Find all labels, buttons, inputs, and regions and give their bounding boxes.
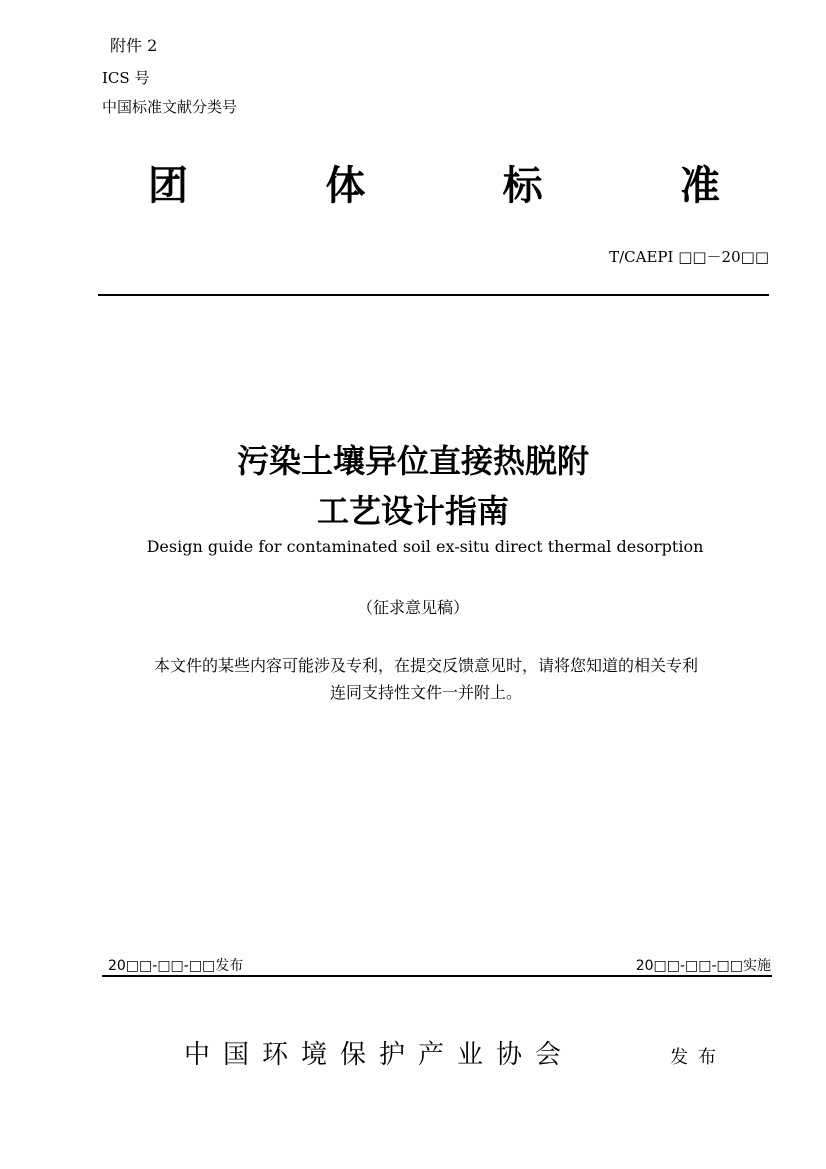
standard-number: T/CAEPI □□－20□□ (609, 248, 769, 266)
draft-status-label: （征求意见稿） (356, 598, 469, 617)
document-title-line-2: 工艺设计指南 (316, 492, 509, 530)
publisher-name: 中国环境保护产业协会 (184, 1040, 575, 1070)
document-english-title: Design guide for contaminated soil ex-situ direct thermal desorption (146, 537, 704, 556)
implementation-date: 20□□-□□-□□实施 (635, 958, 771, 974)
publisher-action: 发布 (670, 1047, 726, 1068)
attachment-label: 附件 2 (110, 36, 158, 55)
publish-date: 20□□-□□-□□发布 (108, 958, 244, 974)
patent-notice-line-1: 本文件的某些内容可能涉及专利，在提交反馈意见时，请将您知道的相关专利 (153, 656, 698, 675)
footer-divider (102, 975, 772, 977)
standard-type-heading (148, 154, 720, 211)
standard-type-char: 标 (502, 163, 543, 209)
standard-type-char: 团 (148, 163, 188, 209)
patent-notice-line-2: 连同支持性文件一并附上。 (329, 683, 522, 702)
header-divider (98, 294, 769, 296)
ics-number-label: ICS 号 (102, 69, 150, 87)
classification-number-label: 中国标准文献分类号 (102, 98, 238, 116)
standard-type-char: 体 (325, 163, 366, 209)
standard-type-char: 准 (679, 163, 720, 209)
document-title-line-1: 污染土壤异位直接热脱附 (236, 442, 589, 480)
